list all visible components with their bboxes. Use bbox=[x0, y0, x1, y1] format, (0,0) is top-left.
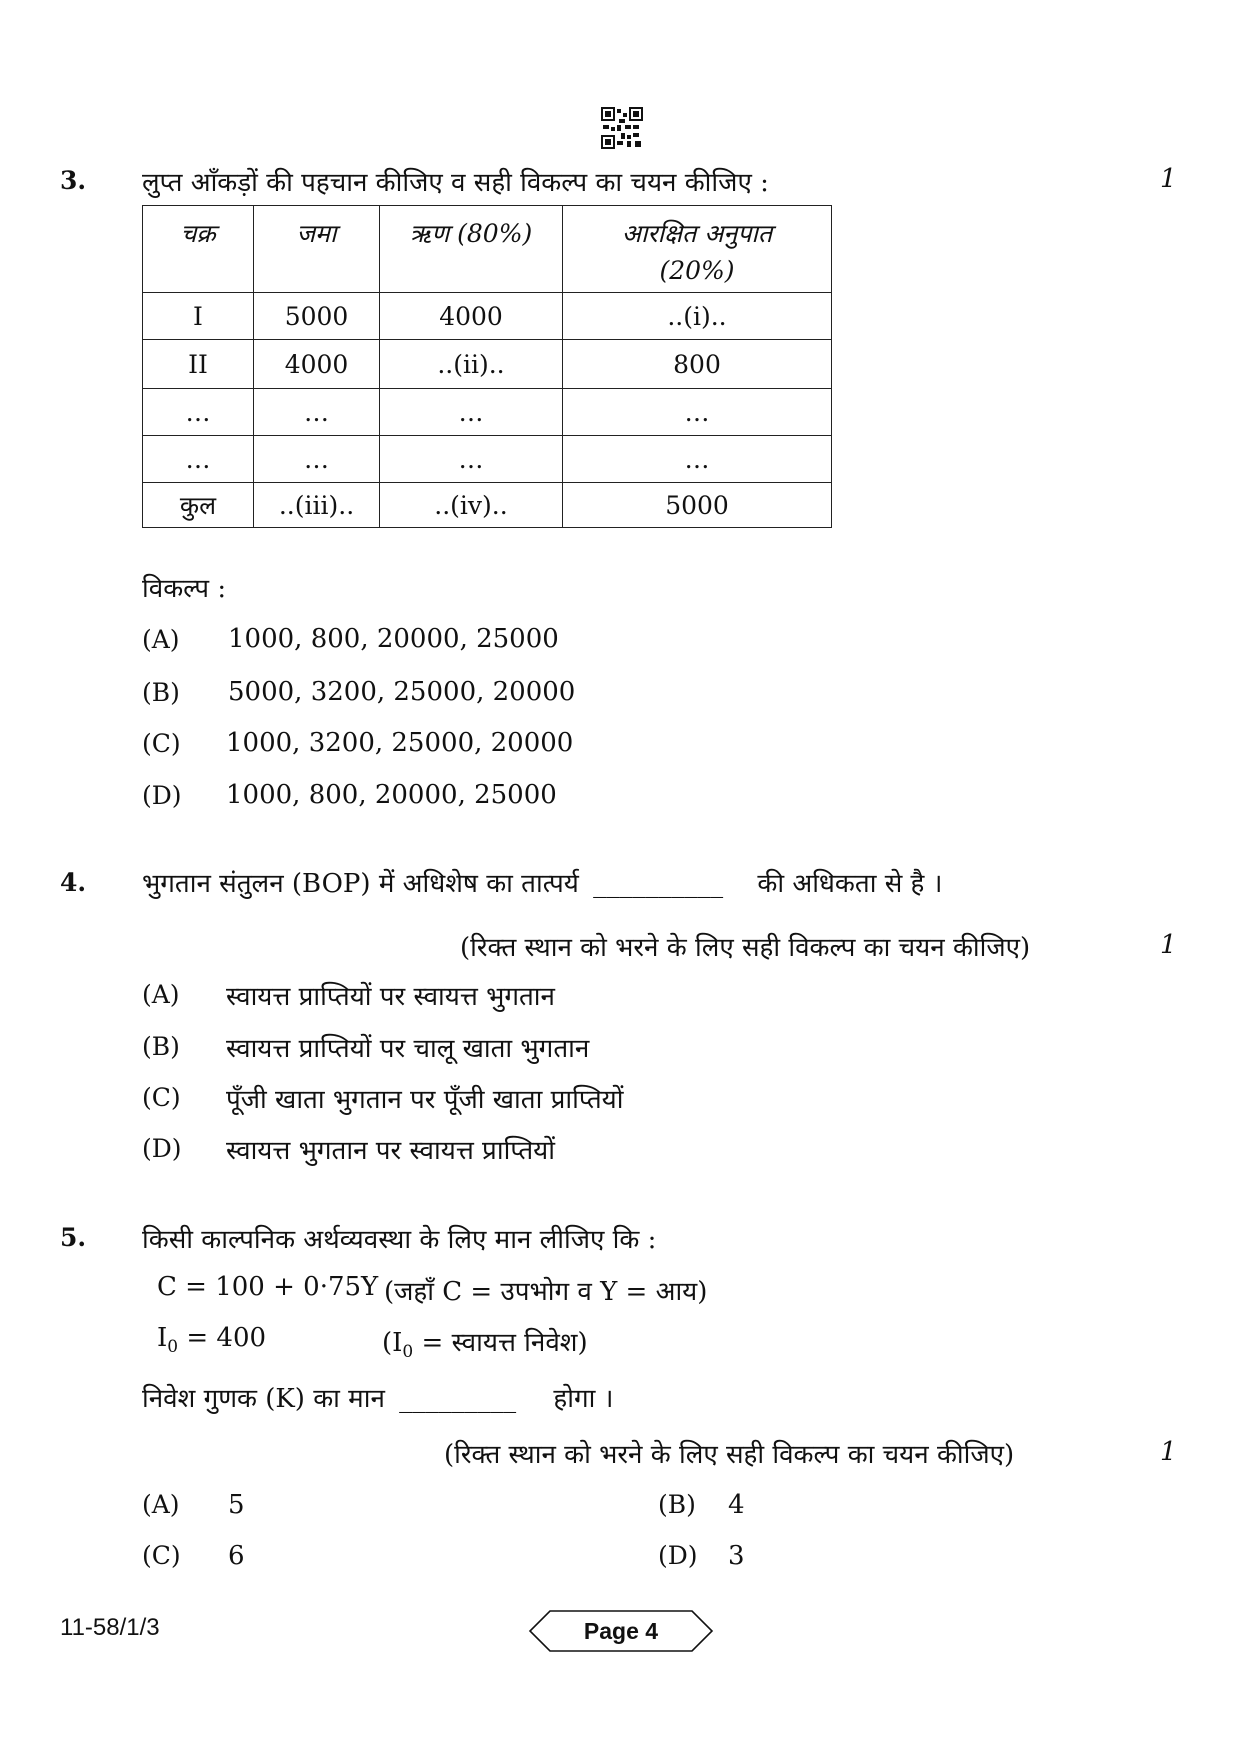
table-row bbox=[143, 389, 832, 436]
option-letter: (A) bbox=[142, 625, 180, 654]
table-cell: … bbox=[143, 389, 254, 436]
eq-value: = 400 bbox=[178, 1323, 267, 1353]
eq-note-open: (I bbox=[382, 1328, 403, 1358]
instruction: (रिक्त स्थान को भरने के लिए सही विकल्प का चयन कीजिए) bbox=[444, 1440, 1015, 1470]
table-header: ऋण (80%) bbox=[380, 206, 563, 293]
instruction: (रिक्त स्थान को भरने के लिए सही विकल्प का चयन कीजिए) bbox=[460, 933, 1031, 963]
eq-symbol: I bbox=[157, 1323, 168, 1353]
data-table bbox=[142, 205, 832, 528]
page-number: Page 4 bbox=[583, 1618, 659, 1644]
marks: 1 bbox=[1160, 164, 1177, 194]
option-letter: (D) bbox=[142, 781, 182, 810]
table-cell: … bbox=[143, 436, 254, 483]
equation-investment bbox=[157, 1323, 266, 1357]
table-cell: I bbox=[143, 293, 254, 340]
marks: 1 bbox=[1160, 1437, 1177, 1467]
answer-blank: _________ bbox=[399, 1384, 517, 1414]
table-cell: ..(i).. bbox=[563, 293, 832, 340]
option-text: 1000, 800, 20000, 25000 bbox=[226, 780, 557, 810]
equation-note bbox=[382, 1323, 588, 1362]
equation-note: (जहाँ C = उपभोग व Y = आय) bbox=[384, 1277, 708, 1307]
option-text: 5 bbox=[228, 1490, 245, 1520]
eq-note-text: = स्वायत्त निवेश) bbox=[413, 1328, 588, 1358]
option-text: 5000, 3200, 25000, 20000 bbox=[228, 677, 576, 707]
table-cell: 4000 bbox=[254, 340, 380, 389]
option-text: 1000, 3200, 25000, 20000 bbox=[226, 728, 574, 758]
question-number: 3. bbox=[60, 166, 87, 195]
option-letter: (A) bbox=[142, 1490, 180, 1519]
option-text: 1000, 800, 20000, 25000 bbox=[228, 624, 559, 654]
table-cell: … bbox=[563, 436, 832, 483]
option-letter: (C) bbox=[142, 1541, 181, 1570]
table-row bbox=[143, 293, 832, 340]
option-letter: (D) bbox=[658, 1541, 698, 1570]
option-letter: (B) bbox=[142, 678, 180, 707]
table-cell: ..(iii).. bbox=[254, 483, 380, 528]
table-cell: … bbox=[254, 436, 380, 483]
table-cell: 800 bbox=[563, 340, 832, 389]
option-text: 4 bbox=[728, 1490, 745, 1520]
table-cell: 5000 bbox=[254, 293, 380, 340]
option-letter: (D) bbox=[142, 1134, 182, 1163]
question-text: किसी काल्पनिक अर्थव्यवस्था के लिए मान लीजिए कि : bbox=[142, 1225, 657, 1255]
table-row bbox=[143, 436, 832, 483]
table-cell: … bbox=[380, 389, 563, 436]
table-cell: … bbox=[254, 389, 380, 436]
question-text bbox=[142, 864, 942, 900]
question-text-after: होगा । bbox=[553, 1384, 614, 1414]
question-line bbox=[142, 1379, 613, 1415]
table-row bbox=[143, 340, 832, 389]
paper-code: 11-58/1/3 bbox=[60, 1614, 160, 1641]
question-text-before: भुगतान संतुलन (BOP) में अधिशेष का तात्पर्य bbox=[142, 869, 579, 899]
option-letter: (B) bbox=[658, 1490, 696, 1519]
table-cell: 4000 bbox=[380, 293, 563, 340]
option-letter: (C) bbox=[142, 729, 181, 758]
table-header bbox=[563, 206, 832, 293]
table-cell: कुल bbox=[143, 483, 254, 528]
table-cell: ..(ii).. bbox=[380, 340, 563, 389]
question-number: 4. bbox=[60, 868, 87, 897]
table-header: चक्र bbox=[143, 206, 254, 293]
table-cell: … bbox=[563, 389, 832, 436]
table-cell: 5000 bbox=[563, 483, 832, 528]
option-text: 3 bbox=[728, 1541, 745, 1571]
question-text: लुप्त आँकड़ों की पहचान कीजिए व सही विकल्प का चयन कीजिए : bbox=[142, 168, 769, 198]
table-header-line: (20%) bbox=[659, 256, 735, 285]
table-header-line: आरक्षित अनुपात bbox=[621, 219, 773, 248]
table-cell: II bbox=[143, 340, 254, 389]
eq-note-subscript: 0 bbox=[402, 1342, 414, 1363]
option-letter: (A) bbox=[142, 980, 180, 1009]
marks: 1 bbox=[1160, 930, 1177, 960]
option-text: स्वायत्त भुगतान पर स्वायत्त प्राप्तियों bbox=[226, 1136, 555, 1166]
option-letter: (C) bbox=[142, 1083, 181, 1112]
qr-code bbox=[601, 107, 643, 149]
option-letter: (B) bbox=[142, 1032, 180, 1061]
option-text: 6 bbox=[228, 1541, 245, 1571]
table-cell: … bbox=[380, 436, 563, 483]
page-badge bbox=[528, 1609, 714, 1653]
option-text: स्वायत्त प्राप्तियों पर स्वायत्त भुगतान bbox=[226, 982, 555, 1012]
question-text-before: निवेश गुणक (K) का मान bbox=[142, 1384, 385, 1414]
question-text-after: की अधिकता से है । bbox=[757, 869, 943, 899]
question-number: 5. bbox=[60, 1223, 87, 1252]
equation-consumption: C = 100 + 0·75Y bbox=[157, 1272, 379, 1302]
table-cell: ..(iv).. bbox=[380, 483, 563, 528]
option-text: पूँजी खाता भुगतान पर पूँजी खाता प्राप्तियों bbox=[226, 1085, 624, 1115]
table-row bbox=[143, 483, 832, 528]
answer-blank: __________ bbox=[593, 869, 724, 899]
eq-subscript: 0 bbox=[167, 1337, 179, 1358]
option-text: स्वायत्त प्राप्तियों पर चालू खाता भुगतान bbox=[226, 1034, 590, 1064]
table-header: जमा bbox=[254, 206, 380, 293]
options-label: विकल्प : bbox=[142, 574, 227, 604]
